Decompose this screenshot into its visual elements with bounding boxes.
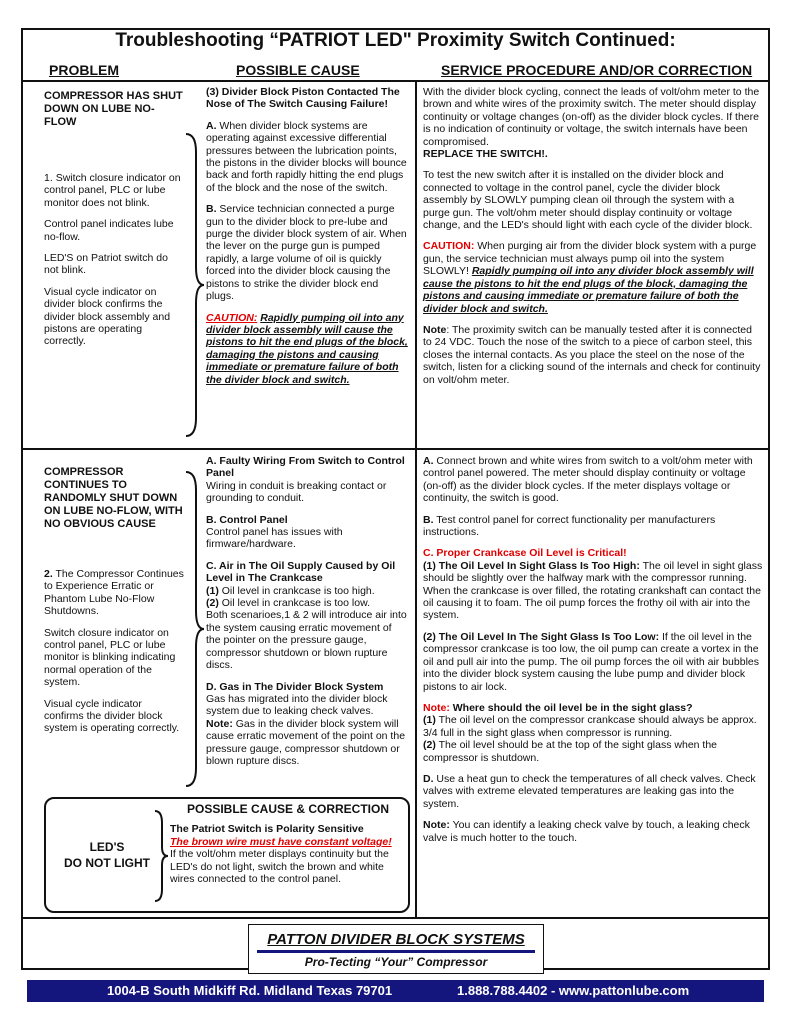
footer-contact: 1.888.788.4402 - www.pattonlube.com <box>457 983 690 998</box>
section1-problem-p2: Control panel indicates lube no-flow. <box>44 218 174 243</box>
section2-svc-note2-text: You can identify a leaking check valve by touch, a leaking check valve is much hotter to the touch. <box>423 819 750 844</box>
section1-cause-b-label: B. <box>206 203 217 216</box>
section2-cause-c2-num: (2) <box>206 597 219 610</box>
section2-cause-c1-num: (1) <box>206 584 219 597</box>
led-label <box>52 839 162 871</box>
section2-svc-note2 <box>423 819 763 844</box>
section2-cause-c2: Oil level in crankcase is too low. <box>221 597 370 610</box>
section2-svc-note1-1: The oil level on the compressor crankcase should always be approx. 3/4 full in the sight glass when compressor is running. <box>423 714 757 739</box>
section2-svc-b-text: Test control panel for correct functionality per manufacturers instructions. <box>423 513 716 539</box>
section1-cause <box>206 86 408 395</box>
section2-svc-note1-label: Note: <box>423 701 450 714</box>
header-problem: PROBLEM <box>49 62 119 78</box>
section2-svc-d-label: D. <box>423 772 434 785</box>
logo-tagline: Pro-Tecting “Your” Compressor <box>304 955 488 969</box>
section2-cause-c3: Both scenarioes,1 & 2 will introduce air into the system causing erratic movement of the pointer on the pressure gauge, compressor shutdown or blown rupture discs. <box>206 609 407 672</box>
footer-bar <box>27 980 764 1002</box>
section2-cause-c <box>206 560 408 672</box>
section1-problem-num: 1. <box>44 172 53 184</box>
section1-problem-p4: Visual cycle indicator on divider block confirms the divider block assembly and pistons are operating correctly. <box>44 285 171 348</box>
page-title: Troubleshooting “PATRIOT LED" Proximity Switch Continued: <box>115 30 676 51</box>
section2-cause-d-note: Gas in the divider block system will cause erratic movement of the point on the pressure gauge, compressor shutdown or blown rupture discs. <box>206 717 406 767</box>
section2-cause-c1: Oil level in crankcase is too high. <box>221 584 375 597</box>
logo-bar <box>257 950 535 953</box>
section2-svc-d <box>423 773 763 810</box>
section2-service <box>423 455 763 853</box>
company-logo <box>248 924 544 974</box>
section2-svc-a-label: A. <box>423 455 434 467</box>
section1-problem-p1-text: Switch closure indicator on control panel, PLC or lube monitor does not blink. <box>44 172 181 209</box>
section2-svc-d-text: Use a heat gun to check the temperatures of all check valves. Check valves with extreme elevated temperatures are leaking gas into the system. <box>423 772 756 810</box>
section2-problem <box>44 466 184 744</box>
led-line2: The brown wire must have constant voltage! <box>170 835 392 848</box>
brace-icon <box>182 132 206 438</box>
section2-cause-a-text: Wiring in conduit is breaking contact or grounding to conduit. <box>206 479 387 505</box>
brace-icon <box>182 470 206 788</box>
header-divider <box>21 80 770 82</box>
section1-svc-note-text: : The proximity switch can be manually tested after it is connected to 24 VDC. Touch the nose of the switch to a piece of carbon steel, this closes the internal contacts. As you place the steel on the nose of the switch, listen for a clicking sound of the internals and check for continuity on volt/ohm meter. <box>423 323 761 386</box>
section1-svc-p1-text: With the divider block cycling, connect the leads of volt/ohm meter to the brown and white wires of the proximity switch. The meter should display continuity or voltage changes (on-off) as the divider block cycles. If there is no indication of continuity or voltage, the switch internals have been compromised. <box>423 86 760 148</box>
section2-svc-a-text: Connect brown and white wires from switch to a volt/ohm meter with control panel powered. The meter should display continuity or voltage (on-off) as the divider block cycles. If the meter displays voltage or continuity, the switch is good. <box>423 455 753 505</box>
section2-problem-p2: Switch closure indicator on control panel, PLC or lube monitor is blinking indicating normal operation of the system. <box>44 626 176 689</box>
led-label-line1: LED'S <box>89 840 125 854</box>
section2-svc-c2-text: If the oil level in the compressor crankcase is too low, the oil pump can create a vortex in the oil and pull air into the pump. The oil pump forces the oil with air bubbles into the divider block system causing the lube pump and divider block pistons to air lock. <box>423 630 759 693</box>
section1-cause-b <box>206 203 408 302</box>
section2-cause-c-title: C. Air in The Oil Supply Caused by Oil Level in The Crankcase <box>206 559 396 585</box>
section2-svc-note1-q: Where should the oil level be in the sight glass? <box>452 701 693 714</box>
section1-problem-p1 <box>44 172 184 209</box>
section-divider <box>21 448 770 450</box>
led-label-line2: DO NOT LIGHT <box>64 856 150 870</box>
section2-svc-c1-text: The oil level in sight glass should be slightly over the halfway mark with the compressor running. When the crankcase is over filled, the rotating crankshaft can contact the oil causing it to foam. The oil pump forces the frothy oil with air into the system. <box>423 559 763 622</box>
section2-cause-a-title: A. Faulty Wiring From Switch to Control Panel <box>206 455 405 480</box>
section1-svc-caution-label: CAUTION: <box>423 240 475 253</box>
section1-svc-replace: REPLACE THE SWITCH!. <box>423 148 548 161</box>
section2-cause-a <box>206 455 408 505</box>
section2-svc-b <box>423 514 763 539</box>
section2-svc-note1-1num: (1) <box>423 714 436 727</box>
section1-svc-p1 <box>423 86 763 160</box>
led-content <box>170 803 406 885</box>
section2-svc-note1 <box>423 702 763 764</box>
section1-svc-caution-emph: Rapidly pumping oil into any divider block assembly will cause the pistons to hit the end plugs of the block, damaging the pistons and causing immediate or premature failure of both the divider block and switch. <box>423 265 754 315</box>
section2-cause-d-note-label: Note: <box>206 717 233 730</box>
section1-problem <box>44 90 184 357</box>
led-box <box>44 797 410 913</box>
section2-problem-p3: Visual cycle indicator confirms the divider block system is operating correctly. <box>44 697 180 735</box>
section2-svc-a <box>423 455 763 505</box>
section2-cause-d-title: D. Gas in The Divider Block System <box>206 680 384 693</box>
section1-svc-note <box>423 324 763 386</box>
section2-cause <box>206 455 408 776</box>
section2-svc-note1-2num: (2) <box>423 739 436 752</box>
section1-svc-note-label: Note <box>423 323 447 336</box>
led-line1: The Patriot Switch is Polarity Sensitive <box>170 823 364 836</box>
section1-caution-label: CAUTION: <box>206 311 258 324</box>
led-line3: If the volt/ohm meter displays continuity but the LED's do not light, switch the brown and white wires connected to the control panel. <box>170 848 389 886</box>
section1-cause-a-text: When divider block systems are operating against excessive differential pressures between the lubrication points, the pistons in the divider blocks will bounce back and forth rapidly hitting the end plugs of the block and the nose of the switch. <box>206 119 407 194</box>
section2-svc-note2-label: Note: <box>423 819 450 832</box>
section2-cause-b <box>206 514 408 551</box>
section1-cause-a-label: A. <box>206 119 217 132</box>
section2-problem-title: COMPRESSOR CONTINUES TO RANDOMLY SHUT DOWN ON LUBE NO-FLOW, WITH NO OBVIOUS CAUSE <box>44 466 183 530</box>
section1-svc-p2: To test the new switch after it is installed on the divider block and connected to voltage in the control panel, cycle the divider block assembly by SLOWLY pumping clean oil through the system with a purge gun. The volt/ohm meter should display continuity or voltage change, and the LED's should light with each cycle of the divider block. <box>423 169 753 232</box>
section2-cause-b-title: B. Control Panel <box>206 513 288 526</box>
logo-name: PATTON DIVIDER BLOCK SYSTEMS <box>267 931 525 948</box>
section1-cause-b-text: Service technician connected a purge gun to the divider block to pre-lube and purge the divider block system of air. When the lever on the purge gun is pumped rapidly, a large volume of oil is quickly forced into the divider block causing the pistons to strike the divider block end plugs. <box>206 203 407 303</box>
section2-problem-p1 <box>44 568 184 618</box>
section2-cause-b-text: Control panel has issues with firmware/hardware. <box>206 526 343 551</box>
section1-svc-caution <box>423 240 763 314</box>
section2-problem-num: 2. <box>44 568 53 580</box>
section2-svc-c1 <box>423 547 763 621</box>
section1-problem-title: COMPRESSOR HAS SHUT DOWN ON LUBE NO-FLOW <box>44 90 183 128</box>
section2-svc-c1-title: (1) The Oil Level In Sight Glass Is Too High: <box>423 559 640 572</box>
section1-cause-a <box>206 120 408 194</box>
section1-cause-caution <box>206 312 408 386</box>
header-cause: POSSIBLE CAUSE <box>236 62 360 78</box>
section2-svc-c2 <box>423 631 763 693</box>
section2-svc-note1-2: The oil level should be at the top of the sight glass when the compressor is shutdown. <box>423 739 718 764</box>
section2-svc-b-label: B. <box>423 513 434 526</box>
section1-svc-caution-text: When purging air from the divider block system with a purge gun, the service technician must always pump oil into the system SLOWLY! <box>423 240 757 278</box>
section1-cause-title: (3) Divider Block Piston Contacted The Nose of The Switch Causing Failure! <box>206 86 400 111</box>
section2-svc-c2-title: (2) The Oil Level In The Sight Glass Is Too Low: <box>423 630 660 643</box>
bottom-divider <box>21 917 770 919</box>
header-service: SERVICE PROCEDURE AND/OR CORRECTION <box>441 62 753 78</box>
section2-cause-d <box>206 681 408 768</box>
section2-problem-p1-text: The Compressor Continues to Experience Erratic or Phantom Lube No-Flow Shutdowns. <box>44 568 184 618</box>
brace-icon <box>152 809 170 903</box>
column-divider <box>415 80 417 917</box>
footer-address: 1004-B South Midkiff Rd. Midland Texas 79701 <box>107 983 393 998</box>
section1-service <box>423 86 763 395</box>
led-heading: POSSIBLE CAUSE & CORRECTION <box>186 802 390 816</box>
section2-cause-d-text: Gas has migrated into the divider block system due to leaking check valves. <box>206 692 388 718</box>
section1-caution-text: Rapidly pumping oil into any divider block assembly will cause the pistons to hit the end plugs of the block, damaging the pistons and causing immediate or premature failure of both the divider block and switch. <box>206 311 408 386</box>
section1-problem-p3: LED'S on Patriot switch do not blink. <box>44 252 168 277</box>
section2-svc-c-title: C. Proper Crankcase Oil Level is Critical! <box>423 547 627 560</box>
